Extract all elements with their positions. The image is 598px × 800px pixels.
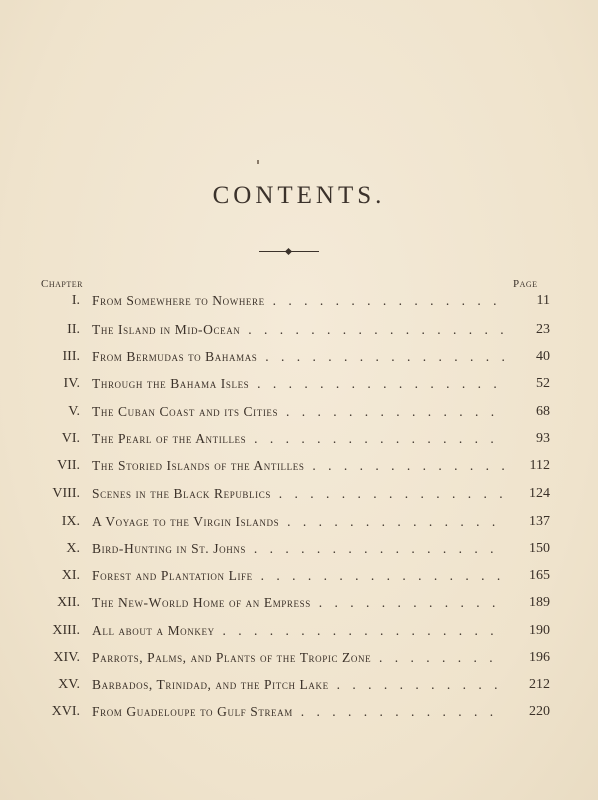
page-number: 68 <box>536 404 550 419</box>
print-mark <box>257 160 259 164</box>
page-number: 112 <box>529 458 550 473</box>
toc-entry <box>0 372 598 396</box>
page-number: 189 <box>529 595 550 610</box>
toc-entry <box>0 591 598 615</box>
chapter-title: Bird-Hunting in St. Johns . . . <box>92 537 504 561</box>
toc-entry <box>0 289 598 313</box>
chapter-title: Forest and Plantation Life . . . <box>92 564 504 588</box>
chapter-number: XV. <box>58 677 80 692</box>
page-number: 212 <box>529 677 550 692</box>
chapter-number: VI. <box>61 431 80 446</box>
chapter-number: IX. <box>61 514 80 529</box>
toc-entry <box>0 700 598 724</box>
diamond-icon <box>285 248 292 255</box>
chapter-title: The Storied Islands of the Antilles . . . <box>92 454 504 478</box>
chapter-number: III. <box>62 349 80 364</box>
chapter-number: II. <box>67 322 80 337</box>
page-number: 165 <box>529 568 550 583</box>
page-number: 23 <box>536 322 550 337</box>
chapter-number: XVI. <box>51 704 80 719</box>
chapter-number: VII. <box>57 458 80 473</box>
chapter-number: XI. <box>61 568 80 583</box>
toc-entry <box>0 318 598 342</box>
chapter-number: XIV. <box>53 650 80 665</box>
chapter-title: Through the Bahama Isles . . . <box>92 372 504 396</box>
page-number: 52 <box>536 376 550 391</box>
chapter-title: Parrots, Palms, and Plants of the Tropic Zone . . . <box>92 646 504 670</box>
chapter-title: The Cuban Coast and its Cities . . . <box>92 400 504 424</box>
chapter-number: X. <box>66 541 80 556</box>
page-number: 137 <box>529 514 550 529</box>
divider-ornament <box>259 249 319 255</box>
chapter-title: From Guadeloupe to Gulf Stream . . . <box>92 700 504 724</box>
toc-entry <box>0 673 598 697</box>
chapter-title: A Voyage to the Virgin Islands . . . <box>92 510 504 534</box>
chapter-title: Scenes in the Black Republics . . . <box>92 482 504 506</box>
toc-entry <box>0 427 598 451</box>
page-number: 220 <box>529 704 550 719</box>
chapter-number: V. <box>68 404 80 419</box>
page-title: CONTENTS. <box>212 182 386 209</box>
page-number: 196 <box>529 650 550 665</box>
page-number: 150 <box>529 541 550 556</box>
page-number: 11 <box>536 293 550 308</box>
chapter-title: All about a Monkey . . . <box>92 619 504 643</box>
toc-entry <box>0 482 598 506</box>
page-number: 40 <box>536 349 550 364</box>
toc-entry <box>0 400 598 424</box>
chapter-title: The Pearl of the Antilles . . . <box>92 427 504 451</box>
chapter-title: The New-World Home of an Empress . . . <box>92 591 504 615</box>
page-number: 190 <box>529 623 550 638</box>
chapter-column-header: Chapter <box>41 278 83 290</box>
toc-entry <box>0 537 598 561</box>
page-column-header: Page <box>513 278 538 290</box>
toc-entry <box>0 564 598 588</box>
page-number: 124 <box>529 486 550 501</box>
toc-entry <box>0 646 598 670</box>
page-number: 93 <box>536 431 550 446</box>
chapter-title: From Bermudas to Bahamas . . . <box>92 345 504 369</box>
chapter-title: The Island in Mid-Ocean . . . <box>92 318 504 342</box>
chapter-title: Barbados, Trinidad, and the Pitch Lake . . . <box>92 673 504 697</box>
chapter-number: IV. <box>63 376 80 391</box>
chapter-title: From Somewhere to Nowhere . . . <box>92 289 504 313</box>
toc-entry <box>0 510 598 534</box>
toc-entry <box>0 619 598 643</box>
toc-entry <box>0 454 598 478</box>
chapter-number: XII. <box>57 595 80 610</box>
toc-entry <box>0 345 598 369</box>
chapter-number: VIII. <box>52 486 80 501</box>
chapter-number: I. <box>71 293 80 308</box>
chapter-number: XIII. <box>52 623 80 638</box>
